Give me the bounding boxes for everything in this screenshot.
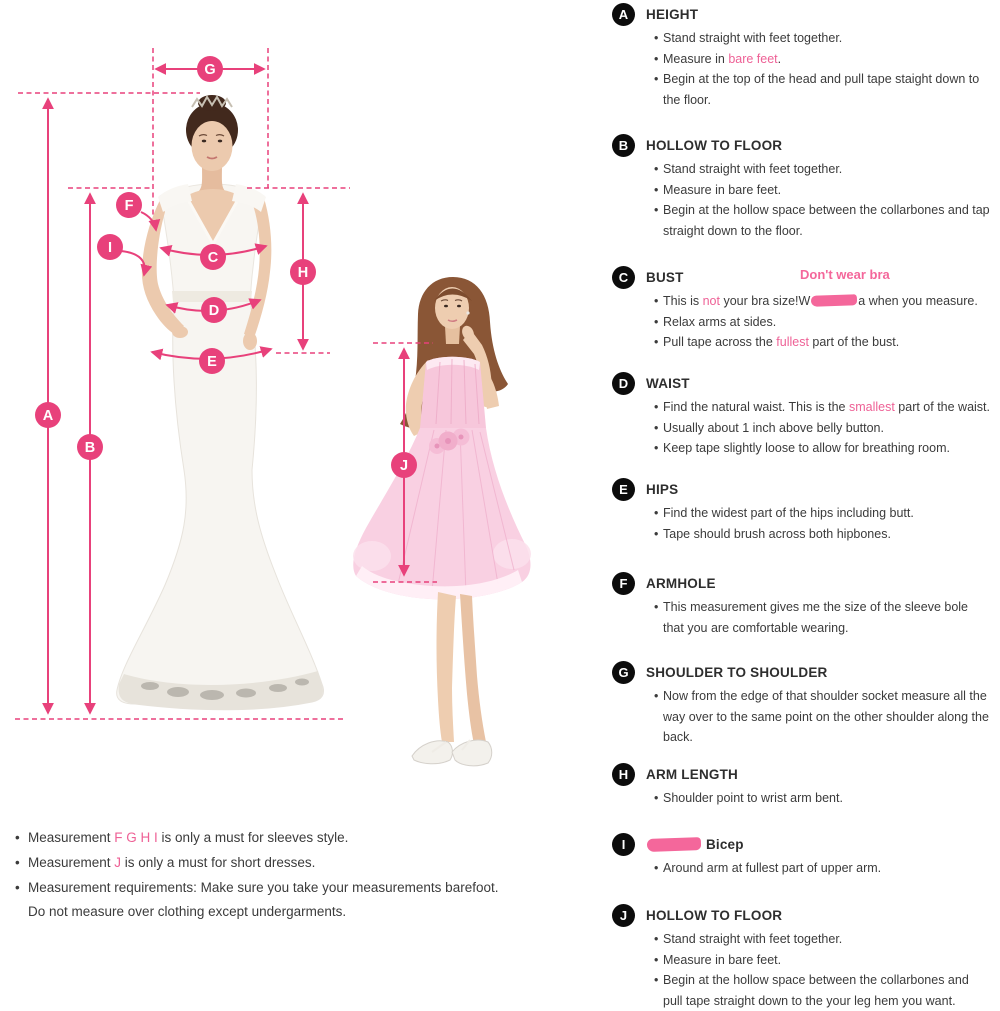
instruction-bullet: • Pull tape across the fullest part of the bust. [612,332,990,353]
label-letter-G: G [204,62,216,79]
instruction-bullet: • Find the natural waist. This is the smallest part of the waist. [612,397,990,418]
section-waist [612,371,990,459]
bride-figure-white-gown [117,95,324,710]
section-title-arm-length: ARM LENGTH [646,766,738,782]
instruction-bullet: • Tape should brush across both hipbones. [612,524,990,545]
instruction-bullet: • Shoulder point to wrist arm bent. [612,788,990,809]
instruction-bullet: • Relax arms at sides. [612,312,990,333]
section-letter-badge-H: H [612,763,635,786]
section-title-hollow-to-floor: HOLLOW TO FLOOR [646,137,783,153]
section-height [612,2,990,110]
section-title-hollow-to-floor-short: HOLLOW TO FLOOR [646,907,783,923]
instruction-bullet: • Begin at the top of the head and pull tape staight down to the floor. [612,69,990,110]
instruction-bullet: • Measure in bare feet. [612,180,990,201]
instruction-bullet: • Usually about 1 inch above belly button. [612,418,990,439]
model-skirt-tulle-left [353,541,391,571]
label-letter-H: H [297,265,309,282]
instruction-bullet: • Now from the edge of that shoulder socket measure all the way over to the same point on the other shoulder along the back. [612,686,990,748]
label-letter-B: B [84,440,96,457]
note-sleeves-style: • Measurement F G H I is only a must for sleeves style. [15,826,595,851]
instruction-bullet: • Find the widest part of the hips including butt. [612,503,990,524]
section-hips [612,477,990,544]
label-letter-I: I [107,240,113,257]
instruction-bullet: • Stand straight with feet together. [612,929,990,950]
section-armhole [612,571,990,638]
section-title-bust: BUST [646,269,684,285]
label-letter-A: A [42,408,54,425]
section-bicep [612,832,990,879]
bride-face [192,121,233,171]
section-title-height: HEIGHT [646,6,699,22]
arrow-bicep-I [121,251,145,275]
section-letter-badge-I: I [612,833,635,856]
instructions-column [612,0,992,1008]
section-letter-badge-A: A [612,3,635,26]
dont-wear-bra-note: Don't wear bra [800,267,890,282]
section-bust [612,265,990,353]
note-requirements: • Measurement requirements: Make sure you take your measurements barefoot. [15,876,595,901]
label-letter-J: J [399,458,409,475]
note-requirements-continued: Do not measure over clothing except undergarments. [28,904,347,920]
instruction-bullet: • This measurement gives me the size of the sleeve bole that you are comfortable wearing. [612,597,990,638]
note-short-dresses: • Measurement J is only a must for short dresses. [15,851,595,876]
bride-right-hand [243,332,257,350]
instruction-bullet: • Begin at the hollow space between the collarbones and pull tape straight down to the your leg hem you want. [612,970,990,1011]
label-letter-C: C [207,250,219,267]
model-right-shoe [452,740,492,766]
section-title-shoulder-to-shoulder: SHOULDER TO SHOULDER [646,664,828,680]
model-front-leg [437,592,457,742]
bride-hair-bun [198,95,226,111]
instruction-bullet: • Stand straight with feet together. [612,28,990,49]
section-arm-length [612,762,990,809]
instruction-bullet: • Around arm at fullest part of upper arm. [612,858,990,879]
instruction-bullet: • Measure in bare feet. [612,49,990,70]
section-letter-badge-G: G [612,661,635,684]
label-letter-F: F [124,198,134,215]
model-back-leg [460,594,486,744]
section-letter-badge-B: B [612,134,635,157]
section-shoulder-to-shoulder [612,660,990,748]
section-hollow-to-floor [612,133,990,241]
section-letter-badge-E: E [612,478,635,501]
section-letter-badge-J: J [612,904,635,927]
instruction-bullet: • Stand straight with feet together. [612,159,990,180]
instruction-bullet: • Keep tape slightly loose to allow for breathing room. [612,438,990,459]
section-title-waist: WAIST [646,375,690,391]
measurement-notes [15,826,595,925]
model-skirt [353,428,530,599]
model-pink-short-dress [353,277,531,766]
section-title-bicep: Bicep [646,837,744,852]
model-skirt-tulle-right [493,539,531,569]
instruction-bullet: • Measure in bare feet. [612,950,990,971]
section-hollow-to-floor-short [612,903,990,1011]
section-letter-badge-F: F [612,572,635,595]
section-letter-badge-C: C [612,266,635,289]
section-title-armhole: ARMHOLE [646,575,716,591]
instruction-bullet: • This is not your bra size!W a when you measure. [612,291,990,312]
instruction-bullet: • Begin at the hollow space between the collarbones and tap straight down to the floor. [612,200,990,241]
bride-left-hand [172,326,188,338]
label-letter-E: E [207,354,217,371]
section-title-hips: HIPS [646,481,679,497]
section-letter-badge-D: D [612,372,635,395]
label-letter-D: D [208,303,220,320]
